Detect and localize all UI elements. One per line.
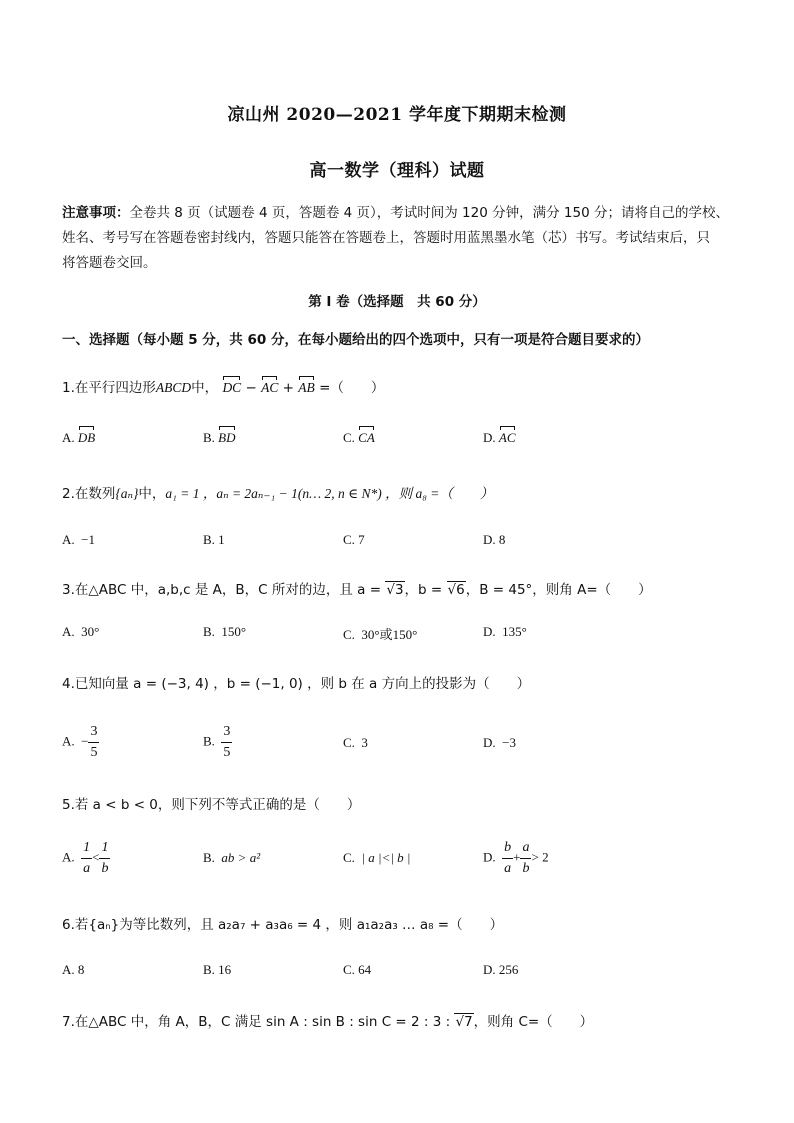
q2-seq: {aₙ} [115, 486, 139, 501]
q4-option-b: B. $\frac{3}{5}$ [203, 722, 232, 763]
q3-option-c: C. 30°或150° [343, 627, 418, 642]
question-3: 3.在△ABC 中，a,b,c 是 A，B，C 所对的边，且 a = √3，b = √6，B = 45°，则角 A=（ ） [62, 582, 652, 598]
q2-condition: a₁ = 1 ，aₙ = 2aₙ₋₁ − 1(n… 2, n ∈ N*) ，则 a₈ =（ ） [165, 486, 494, 501]
q1-c-vector: CA [358, 430, 375, 445]
exam-title: 凉山州 2020—2021 学年度下期期末检测 [227, 105, 567, 125]
sqrt-7: √7 [455, 1014, 473, 1030]
notice-line-3: 将答题卷交回。 [62, 255, 157, 271]
q3-option-d: D. 135° [483, 624, 527, 639]
q1-var: ABCD [155, 380, 192, 395]
q1-op2: + [278, 380, 299, 396]
q6-option-a: A. 8 [62, 962, 85, 977]
question-1 [62, 376, 384, 396]
question-2: 2.在数列{aₙ}中，a₁ = 1 ，aₙ = 2aₙ₋₁ − 1(n… 2, n ∈ N*) ，则 a₈ =（ ） [62, 486, 494, 502]
q4-option-d: D. −3 [483, 735, 516, 750]
q1-option-b: B. BD [203, 430, 236, 445]
fraction: $\frac{3}{5}$ [90, 724, 98, 760]
notice-line-1 [62, 201, 729, 221]
vector-dc: DC [222, 380, 242, 395]
question-4: 4.已知向量 a = (−3, 4) ，b = (−1, 0) ，则 b 在 a 方向上的投影为（ ） [62, 676, 531, 692]
q5-option-a: A. $\frac{1}{a}$ < $\frac{1}{b}$ [62, 840, 109, 876]
q6-option-b: B. 16 [203, 962, 232, 977]
question-7: 7.在△ABC 中，角 A，B，C 满足 sin A : sin B : sin C = 2 : 3 : √7，则角 C=（ ） [62, 1014, 594, 1030]
sqrt-3: √3 [386, 582, 404, 598]
q2-option-c: C. 7 [343, 532, 365, 547]
q1-option-a: A. DB [62, 430, 96, 445]
vector-ac: AC [261, 380, 279, 395]
question-5: 5.若 a < b < 0，则下列不等式正确的是（ ） [62, 797, 361, 813]
fraction: $\frac{3}{5}$ [223, 724, 231, 760]
sqrt-6: √6 [447, 582, 465, 598]
q1-op1: − [241, 380, 262, 396]
q2-option-b: B. 1 [203, 532, 225, 547]
q4-option-c: C. 3 [343, 735, 368, 750]
notice-label: 注意事项： [62, 205, 130, 221]
notice-line-2: 姓名、考号写在答题卷密封线内，答题只能答在答题卷上，答题时用蓝黑墨水笔（芯）书写。考试结束后，只 [62, 230, 710, 246]
q1-mid: 中， [191, 380, 219, 396]
q3-option-b: B. 150° [203, 624, 247, 639]
volume-heading: 第 I 卷（选择题 共 60 分） [308, 294, 486, 310]
notice-text-1: 全卷共 8 页（试题卷 4 页，答题卷 4 页），考试时间为 120 分钟，满分 150 分；请将自己的学校、 [129, 205, 729, 221]
q5-option-b: B. ab > a² [203, 850, 261, 865]
part-heading: 一、选择题（每小题 5 分，共 60 分，在每小题给出的四个选项中，只有一项是符合题目要求的） [62, 332, 649, 348]
vector-ab: AB [298, 380, 315, 395]
q6-option-c: C. 64 [343, 962, 372, 977]
q5-option-c: C. | a |<| b | [343, 850, 411, 865]
q2-option-d: D. 8 [483, 532, 506, 547]
q6-option-d: D. 256 [483, 962, 519, 977]
q2-option-a: A. −1 [62, 532, 95, 547]
q1-option-c: C. CA [343, 430, 375, 445]
q1-b-vector: BD [218, 430, 236, 445]
q1-tail: =（ ） [314, 380, 385, 396]
q3-option-a: A. 30° [62, 624, 100, 639]
q1-a-vector: DB [77, 430, 96, 445]
exam-subtitle: 高一数学（理科）试题 [309, 161, 485, 181]
q1-option-d: D. AC [483, 430, 516, 445]
q5-option-d: D. $\frac{b}{a}$ + $\frac{a}{b}$ > 2 [483, 840, 549, 876]
q1-d-vector: AC [498, 430, 516, 445]
q4-option-a: A. − $\frac{3}{5}$ [62, 722, 99, 763]
q1-text: 1.在平行四边形 [62, 380, 156, 396]
question-6: 6.若{aₙ}为等比数列，且 a₂a₇ + a₃a₆ = 4 ，则 a₁a₂a₃ … a₈ =（ ） [62, 917, 504, 933]
